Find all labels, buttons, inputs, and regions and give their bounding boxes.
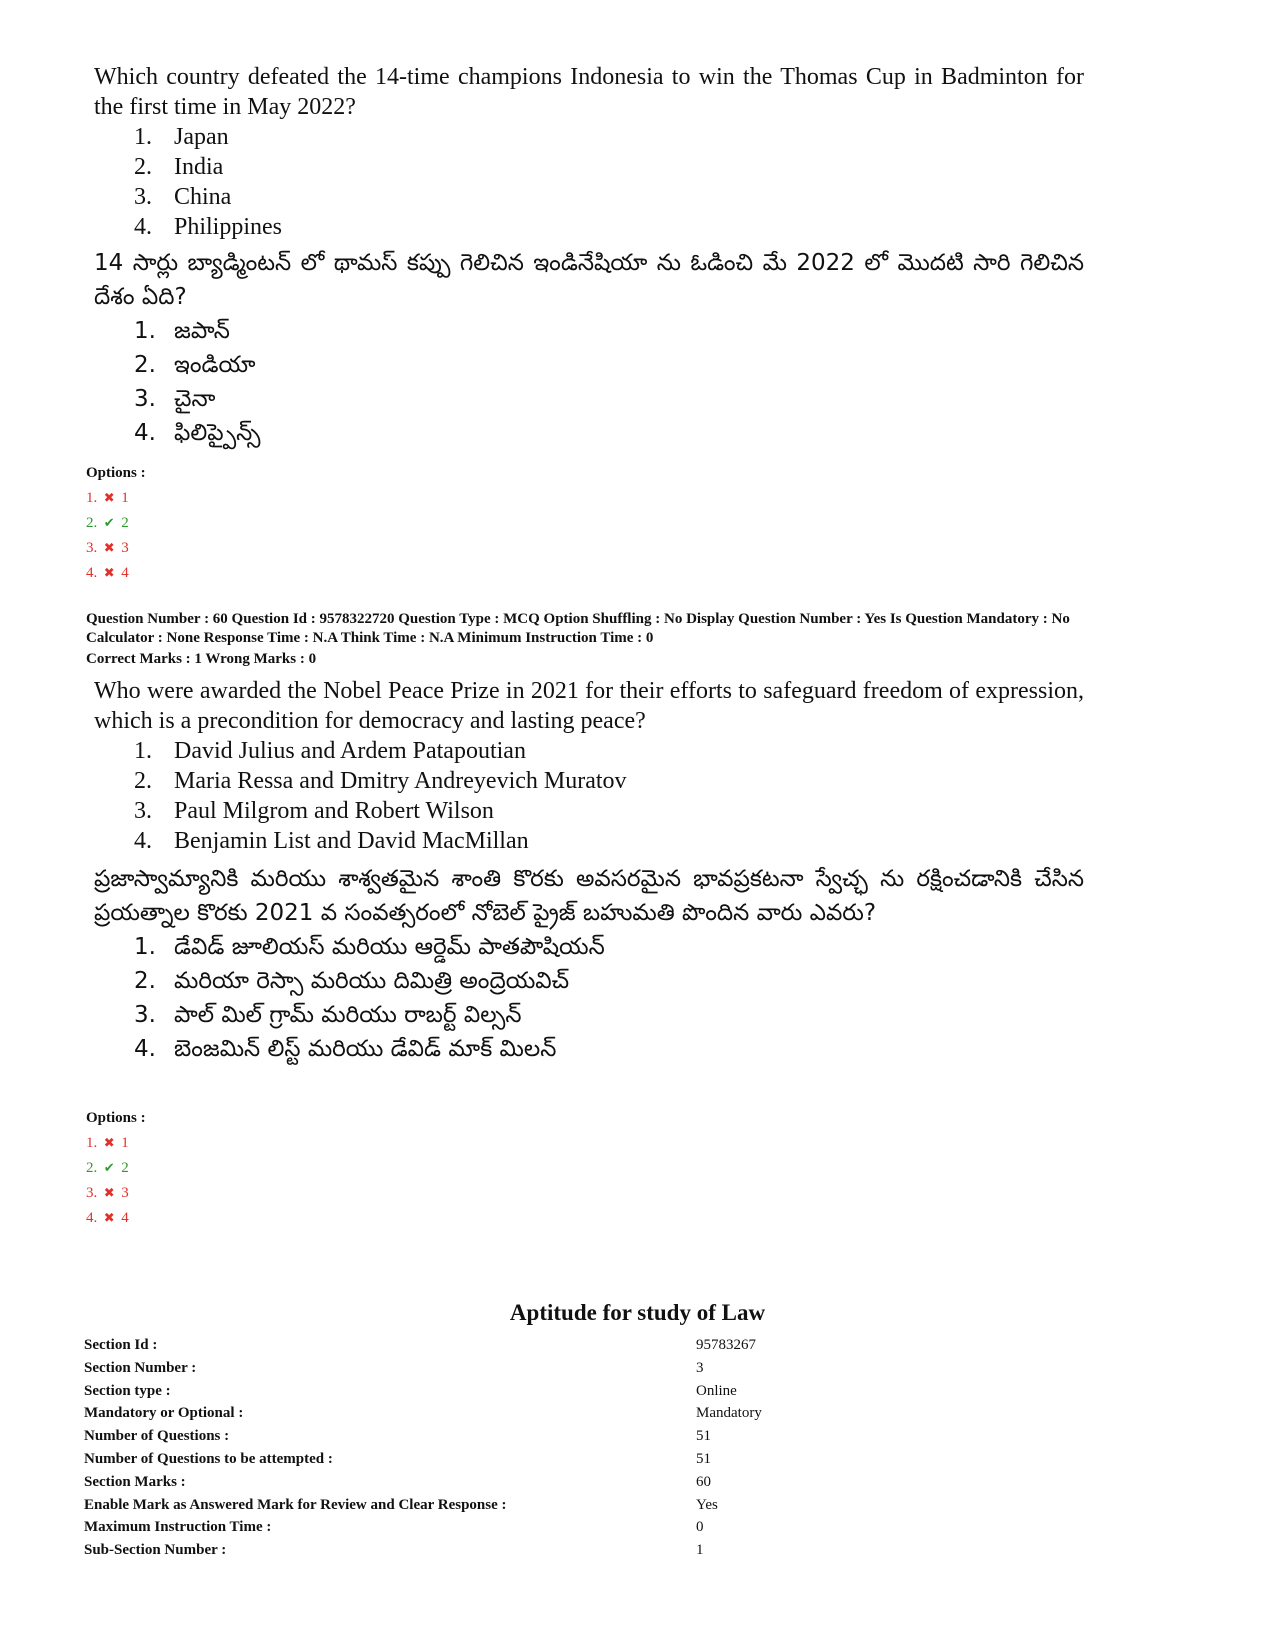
option-row: 1. ✖ 1 xyxy=(86,486,146,511)
cross-icon: ✖ xyxy=(103,1136,115,1151)
question-60-telugu xyxy=(94,862,1084,1066)
check-icon: ✔ xyxy=(103,1161,115,1176)
cross-icon: ✖ xyxy=(103,491,115,506)
cross-icon: ✖ xyxy=(103,1211,115,1226)
answer-item: 1. David Julius and Ardem Patapoutian xyxy=(134,738,526,764)
answer-item: 1. Japan xyxy=(134,124,229,150)
answer-list xyxy=(94,122,1084,242)
options-block-59 xyxy=(86,461,146,586)
option-row: 3. ✖ 3 xyxy=(86,1181,146,1206)
option-row: 2. ✔ 2 xyxy=(86,1156,146,1181)
cross-icon: ✖ xyxy=(103,1186,115,1201)
answer-item: 4. ఫిలిప్పైన్స్ xyxy=(134,420,261,446)
info-row: Sub-Section Number : 1 xyxy=(84,1542,704,1559)
answer-item: 4. Philippines xyxy=(134,214,283,240)
section-title: Aptitude for study of Law xyxy=(509,1300,766,1325)
question-text: Which country defeated the 14-time champions Indonesia to win the Thomas Cup in Badminton for the first time in May 2022? xyxy=(94,64,1084,120)
options-block-60 xyxy=(86,1106,146,1231)
answer-list-telugu xyxy=(94,930,1084,1066)
info-row: Maximum Instruction Time : 0 xyxy=(84,1519,704,1536)
info-row: Mandatory or Optional : Mandatory xyxy=(84,1405,762,1422)
answer-list-telugu xyxy=(94,314,1084,450)
answer-item: 2. India xyxy=(134,154,224,180)
options-label: Options : xyxy=(86,465,146,481)
options-label: Options : xyxy=(86,1110,146,1126)
answer-list xyxy=(94,736,1084,856)
meta-line: Question Number : 60 Question Id : 9578322720 Question Type : MCQ Option Shuffling : No Display Question Number : Yes Is Question Mandatory : No xyxy=(86,611,1070,627)
option-row: 1. ✖ 1 xyxy=(86,1131,146,1156)
answer-item: 1. డేవిడ్ జూలియస్ మరియు ఆర్డెమ్ పాతపౌషియన్ xyxy=(134,934,605,960)
info-row: Section Number : 3 xyxy=(84,1359,704,1376)
info-row: Section Id : 95783267 xyxy=(84,1337,756,1353)
info-row: Section type : Online xyxy=(84,1382,737,1399)
question-60-english xyxy=(94,676,1084,856)
option-row: 2. ✔ 2 xyxy=(86,511,146,536)
question-59-english xyxy=(94,62,1084,242)
answer-item: 2. మరియా రెస్సా మరియు దిమిత్రి అంద్రెయవిచ్ xyxy=(134,968,570,994)
section-info-table xyxy=(84,1334,1084,1562)
question-text-telugu: 14 సార్లు బ్యాడ్మింటన్ లో థామస్ కప్పు గెలిచిన ఇండినేషియా ను ఓడించి మే 2022 లో మొదటి సారి గెలిచిన దేశం ఏది? xyxy=(94,250,1084,310)
answer-item: 4. బెంజమిన్ లిస్ట్ మరియు డేవిడ్ మాక్ మిలన్ xyxy=(134,1036,557,1062)
info-row: Number of Questions to be attempted : 51 xyxy=(84,1450,711,1467)
answer-item: 2. ఇండియా xyxy=(134,352,256,378)
meta-line: Calculator : None Response Time : N.A Think Time : N.A Minimum Instruction Time : 0 xyxy=(86,630,654,646)
question-60-meta xyxy=(86,610,1206,669)
answer-item: 3. China xyxy=(134,184,232,210)
question-59-telugu xyxy=(94,246,1084,450)
answer-item: 3. Paul Milgrom and Robert Wilson xyxy=(134,798,494,824)
cross-icon: ✖ xyxy=(103,566,115,581)
info-row: Section Marks : 60 xyxy=(84,1473,711,1490)
question-text: Who were awarded the Nobel Peace Prize in 2021 for their efforts to safeguard freedom of expression, which is a precondition for democracy and lasting peace? xyxy=(94,678,1084,734)
info-row: Number of Questions : 51 xyxy=(84,1428,711,1445)
answer-item: 4. Benjamin List and David MacMillan xyxy=(134,828,529,854)
option-row: 4. ✖ 4 xyxy=(86,1206,146,1231)
answer-item: 3. చైనా xyxy=(134,386,216,412)
info-row: Enable Mark as Answered Mark for Review and Clear Response : Yes xyxy=(84,1496,718,1513)
option-row: 4. ✖ 4 xyxy=(86,561,146,586)
meta-line: Correct Marks : 1 Wrong Marks : 0 xyxy=(86,651,317,667)
check-icon: ✔ xyxy=(103,516,115,531)
answer-item: 1. జపాన్ xyxy=(134,318,230,344)
cross-icon: ✖ xyxy=(103,541,115,556)
question-text-telugu: ప్రజాస్వామ్యానికి మరియు శాశ్వతమైన శాంతి కొరకు అవసరమైన భావప్రకటనా స్వేచ్ఛ ను రక్షించడానికి చేసిన ప్రయత్నాల కొరకు 2021 వ సంవత్సరంలో నోబెల్ ప్రైజ్ బహుమతి పొందిన వారు ఎవరు? xyxy=(94,866,1084,926)
answer-item: 2. Maria Ressa and Dmitry Andreyevich Muratov xyxy=(134,768,627,794)
option-row: 3. ✖ 3 xyxy=(86,536,146,561)
answer-item: 3. పాల్ మిల్ గ్రామ్ మరియు రాబర్ట్ విల్సన్ xyxy=(134,1002,522,1028)
